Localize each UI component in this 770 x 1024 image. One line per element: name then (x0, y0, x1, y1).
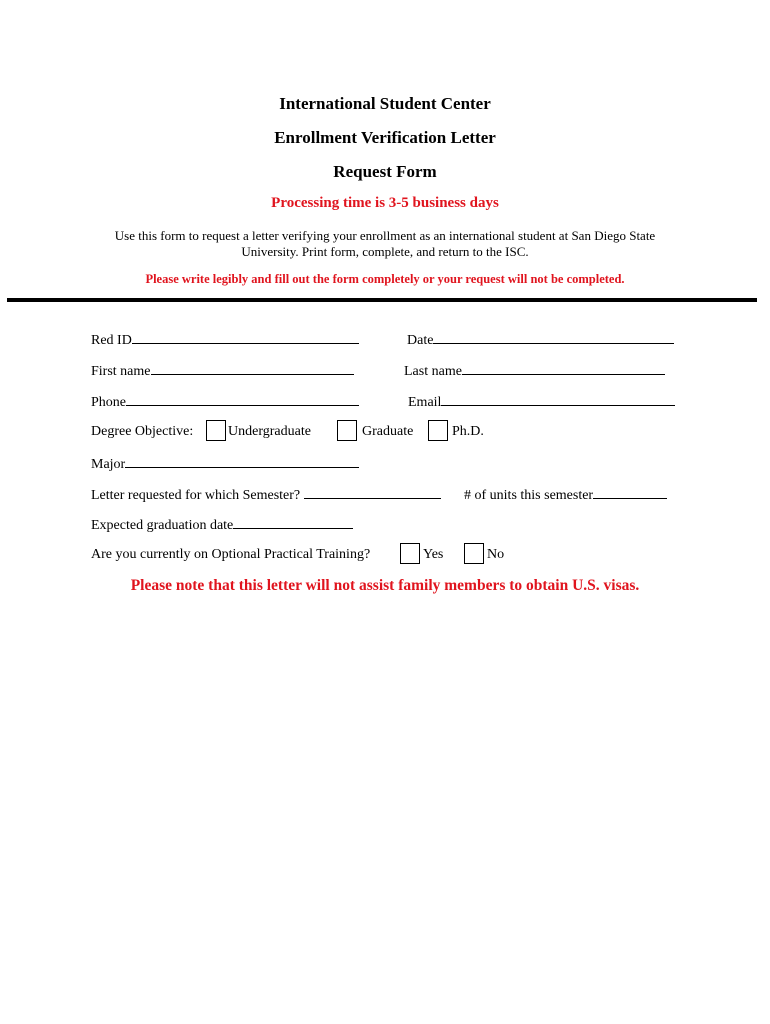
intro-line-1: Use this form to request a letter verifying your enrollment as an international student at San Diego State (114, 228, 656, 243)
major-field[interactable] (91, 455, 359, 473)
graduation-blank[interactable] (233, 516, 353, 529)
last-name-label: Last name (404, 364, 462, 379)
last-name-field[interactable] (404, 362, 665, 380)
first-name-blank[interactable] (151, 362, 354, 375)
graduate-checkbox[interactable] (337, 420, 357, 441)
semester-blank[interactable] (304, 486, 441, 499)
first-name-field[interactable] (91, 362, 354, 380)
date-field[interactable] (407, 331, 674, 349)
date-blank[interactable] (433, 331, 674, 344)
red-id-blank[interactable] (132, 331, 359, 344)
phone-field[interactable] (91, 393, 359, 411)
units-field[interactable] (464, 486, 667, 504)
visa-note: Please note that this letter will not assist family members to obtain U.S. visas. (130, 577, 640, 594)
graduation-label: Expected graduation date (91, 518, 234, 533)
center-title: International Student Center (279, 94, 491, 113)
phd-checkbox[interactable] (428, 420, 448, 441)
semester-field[interactable] (91, 486, 441, 504)
graduation-field[interactable] (91, 516, 353, 534)
intro-line-2: University. Print form, complete, and return to the ISC. (241, 244, 529, 259)
divider (7, 298, 757, 302)
first-name-label: First name (91, 364, 151, 379)
undergraduate-label: Undergraduate (228, 424, 311, 439)
opt-question: Are you currently on Optional Practical Training? (91, 547, 371, 562)
opt-yes-checkbox[interactable] (400, 543, 420, 564)
major-label: Major (91, 457, 126, 472)
last-name-blank[interactable] (462, 362, 665, 375)
phone-label: Phone (91, 395, 126, 410)
graduate-label: Graduate (362, 424, 414, 439)
opt-yes-label: Yes (423, 547, 444, 562)
opt-no-label: No (487, 547, 505, 562)
major-blank[interactable] (125, 455, 359, 468)
degree-objective-label: Degree Objective: (91, 424, 194, 439)
units-label: # of units this semester (464, 488, 594, 503)
undergraduate-checkbox[interactable] (206, 420, 226, 441)
red-id-field[interactable] (91, 331, 359, 349)
processing-time: Processing time is 3-5 business days (271, 195, 499, 211)
date-label: Date (407, 333, 434, 348)
legibility-warning: Please write legibly and fill out the form completely or your request will not be completed. (145, 272, 625, 286)
email-label: Email (408, 395, 442, 410)
red-id-label: Red ID (91, 333, 132, 348)
letter-title: Enrollment Verification Letter (274, 128, 496, 147)
email-blank[interactable] (441, 393, 675, 406)
email-field[interactable] (408, 393, 675, 411)
opt-no-checkbox[interactable] (464, 543, 484, 564)
phone-blank[interactable] (126, 393, 359, 406)
semester-label: Letter requested for which Semester? (91, 488, 301, 503)
form-title: Request Form (333, 162, 437, 181)
phd-label: Ph.D. (452, 424, 484, 439)
units-blank[interactable] (593, 486, 667, 499)
